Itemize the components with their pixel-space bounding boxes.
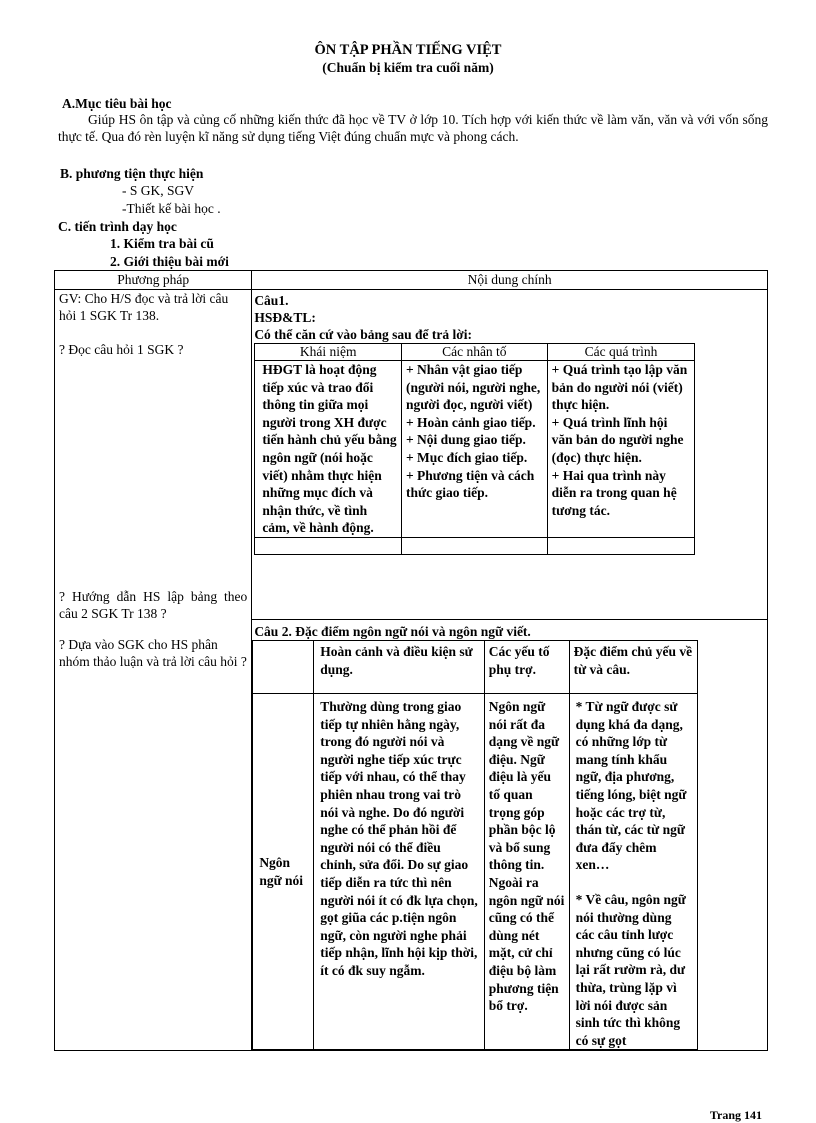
q1-empty-cell: [255, 537, 402, 554]
q1-empty-cell: [401, 537, 547, 554]
q2-features: [569, 694, 698, 1050]
q1-processes: [547, 361, 695, 538]
section-b-item: - S GK, SGV: [122, 183, 195, 198]
section-c-item: 1. Kiểm tra bài cũ: [110, 236, 214, 251]
lesson-table: [54, 270, 768, 1051]
q1-table: [254, 343, 695, 555]
q2-cell: [252, 620, 768, 1051]
q2-features-words: * Từ ngữ được sử dụng khá đa dạng, có những lớp từ mang tính khẩu ngữ, địa phương, tiếng lóng, biệt ngữ hoặc các trợ từ, thán từ, các từ ngữ đưa đẩy chêm xen…: [575, 699, 687, 873]
q1-cell: [252, 290, 768, 620]
q2-context: Thường dùng trong giao tiếp tự nhiên hằng ngày, trong đó người nói và người nghe tiếp xúc trực tiếp với nhau, có thể thay phiên nhau trong vai trò nói và nghe. Do đó người nghe có thể phản hồi để người nói có thể điều chỉnh, sửa đổi. Do sự giao tiếp diễn ra tức thì nên người nói ít có đk lựa chọn, gọt giũa các p.tiện ngôn ngữ, còn người nghe phải tiếp nhận, lĩnh hội kịp thời, ít có đk suy ngẫm.: [314, 694, 485, 1050]
q1-factor: + Phương tiện và cách thức giao tiếp.: [405, 467, 535, 501]
section-a-text: Giúp HS ôn tập và củng cố những kiến thức đã học về TV ở lớp 10. Tích hợp với kiến thức về làm văn, văn và với vốn sống thực tế. Qua đó rèn luyện kĩ năng sử dụng tiếng Việt đúng chuẩn mực và phong cách.: [58, 112, 768, 144]
method-cell: [55, 290, 252, 1051]
table-header-row: [55, 271, 768, 290]
q2-label: Câu 2. Đặc điểm ngôn ngữ nói và ngôn ngữ viết.: [254, 624, 531, 639]
q1-label: Câu1.: [254, 293, 289, 308]
section-c-heading: C. tiến trình dạy học: [58, 219, 177, 234]
page-title: ÔN TẬP PHẦN TIẾNG VIỆT: [314, 42, 502, 58]
page-number: Trang 141: [709, 1108, 762, 1122]
q2-table: [252, 640, 698, 1050]
q2-features-sentences: * Về câu, ngôn ngữ nói thường dùng các câu tỉnh lược nhưng cũng có lúc lại rất rườm rà, dư thừa, trùng lặp vì lời nói được sản sinh tức thì không có sự gọt: [575, 891, 686, 1048]
section-b-item: -Thiết kế bài học .: [122, 201, 221, 216]
section-c-item: 2. Giới thiệu bài mới: [110, 254, 229, 269]
q1-header-processes: Các quá trình: [547, 344, 695, 361]
q1-hsdtl: HSĐ&TL:: [254, 310, 316, 325]
q2-header-empty: [253, 641, 314, 694]
q1-process: + Quá trình tạo lập văn bản do người nói (viết) thực hiện.: [551, 362, 688, 413]
q1-factor: + Mục đích giao tiếp.: [405, 449, 528, 465]
q1-concept: HĐGT là hoạt động tiếp xúc và trao đổi thông tin giữa mọi người trong XH được tiến hành chủ yếu bằng ngôn ngữ (nói hoặc viết) nhằm thực hiện những mục đích và nhận thức, về tình cảm, về hành động.: [255, 361, 402, 538]
q2-header-context: Hoàn cảnh và điều kiện sử dụng.: [314, 641, 485, 694]
q1-header-factors: Các nhân tố: [401, 344, 547, 361]
q1-empty-cell: [547, 537, 695, 554]
q1-intro: Có thể căn cứ vào bảng sau để trả lời:: [254, 327, 473, 342]
table-row-q1: [55, 290, 768, 620]
q1-factor: + Nhân vật giao tiếp (người nói, người nghe, người đọc, người viết): [405, 362, 541, 413]
section-a-heading: A.Mục tiêu bài học: [62, 96, 172, 111]
method-text: GV: Cho H/S đọc và trả lời câu hỏi 1 SGK Tr 138.: [59, 291, 229, 323]
page-subtitle: (Chuẩn bị kiểm tra cuối năm): [322, 60, 494, 75]
col-header-content: Nội dung chính: [252, 271, 768, 290]
q1-factors: [401, 361, 547, 538]
q1-process: + Quá trình lĩnh hội văn bản do người nghe (đọc) thực hiện.: [551, 414, 684, 465]
q1-factor: + Nội dung giao tiếp.: [405, 432, 526, 448]
method-text: ? Hướng dẫn HS lập bảng theo câu 2 SGK Tr 138 ?: [59, 589, 248, 621]
method-text: ? Đọc câu hỏi 1 SGK ?: [59, 342, 184, 357]
col-header-method: Phương pháp: [55, 271, 252, 290]
q1-header-concept: Khái niệm: [255, 344, 402, 361]
q2-header-features: Đặc điểm chủ yếu về từ và câu.: [569, 641, 698, 694]
q2-header-aux: Các yếu tố phụ trợ.: [484, 641, 569, 694]
q1-process: + Hai qua trình này diễn ra trong quan hệ tương tác.: [551, 467, 677, 518]
q2-aux: Ngôn ngữ nói rất đa dạng về ngữ điệu. Ngữ điệu là yếu tố quan trọng góp phần bộc lộ và bổ sung thông tin. Ngoài ra ngôn ngữ nói cũng có thể dùng nét mặt, cử chỉ điệu bộ làm phương tiện bổ trợ.: [484, 694, 569, 1050]
q1-factor: + Hoàn cảnh giao tiếp.: [405, 414, 536, 430]
method-text: ? Dựa vào SGK cho HS phân nhóm thảo luận và trả lời câu hỏi ?: [59, 637, 247, 669]
q2-row-label: Ngôn ngữ nói: [253, 694, 314, 1050]
section-b-heading: B. phương tiện thực hiện: [60, 166, 204, 181]
